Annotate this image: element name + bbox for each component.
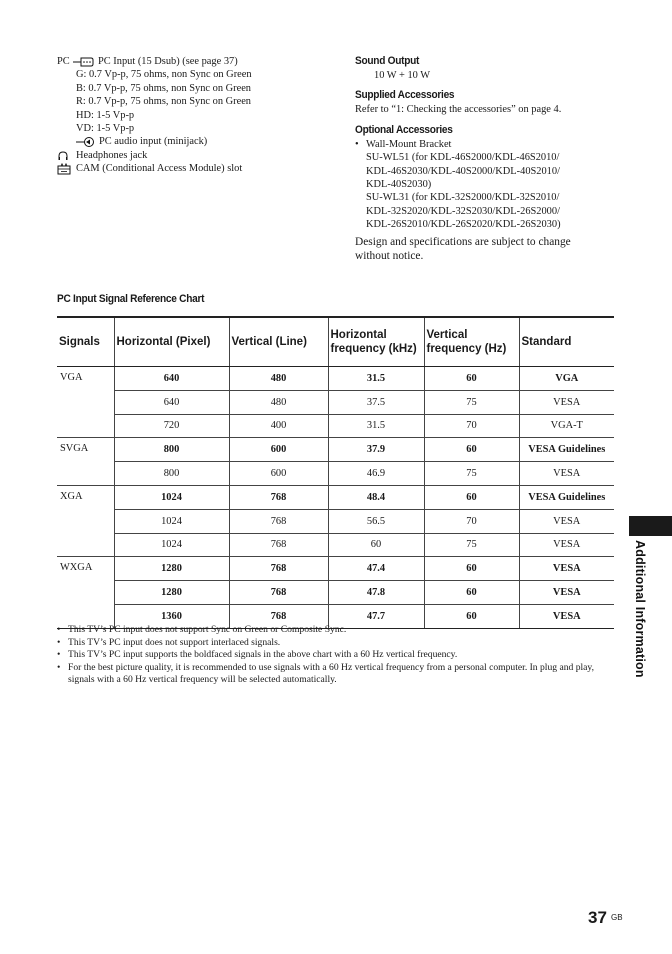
supplied-accessories-heading: Supplied Accessories [355, 89, 455, 102]
table-cell: 48.4 [328, 485, 424, 509]
headphones-text: Headphones jack [76, 149, 148, 161]
table-cell: 768 [229, 533, 328, 557]
table-cell: VESA [519, 581, 614, 605]
audio-input-icon [76, 136, 96, 148]
col-header-signals: Signals [57, 317, 114, 367]
g-spec: G: 0.7 Vp-p, 75 ohms, non Sync on Green [76, 69, 252, 81]
col-header-vertical-line: Vertical (Line) [229, 317, 328, 367]
table-cell: 1024 [114, 533, 229, 557]
page-number: 37 [588, 908, 607, 927]
section-side-label-text: Additional Information [633, 540, 647, 678]
pc-signal-table [57, 316, 614, 629]
table-cell: 768 [229, 485, 328, 509]
table-row [57, 367, 614, 391]
table-cell: 70 [424, 509, 519, 533]
optional-accessories-heading: Optional Accessories [355, 123, 453, 136]
chart-notes [57, 624, 617, 687]
signal-name: SVGA [57, 438, 114, 486]
table-cell: 640 [114, 390, 229, 414]
cam-slot-icon [57, 163, 76, 175]
bullet: • [57, 624, 61, 635]
table-cell: 640 [114, 367, 229, 391]
col-header-vertical-frequency: Vertical frequency (Hz) [424, 317, 519, 367]
section-side-label [626, 540, 646, 680]
optional-accessories-list [355, 138, 615, 232]
list-item [57, 624, 617, 637]
table-cell: 600 [229, 462, 328, 486]
table-cell: 47.8 [328, 581, 424, 605]
note-text: This TV’s PC input does not support Sync on Green or Composite Sync. [68, 624, 347, 635]
table-cell: 1360 [114, 604, 229, 628]
table-cell: 480 [229, 367, 328, 391]
table-cell: 31.5 [328, 414, 424, 438]
bullet: • [57, 649, 61, 661]
table-cell: VESA [519, 390, 614, 414]
table-cell: 46.9 [328, 462, 424, 486]
table-cell: 60 [424, 581, 519, 605]
pc-input-row [57, 55, 347, 68]
col-header-horizontal-pixel: Horizontal (Pixel) [114, 317, 229, 367]
table-cell: 37.5 [328, 390, 424, 414]
page-region-suffix: GB [611, 913, 623, 922]
table-cell: VESA [519, 509, 614, 533]
col-header-standard: Standard [519, 317, 614, 367]
table-row [57, 438, 614, 462]
b-spec: B: 0.7 Vp-p, 75 ohms, non Sync on Green [76, 82, 251, 94]
table-cell: 56.5 [328, 509, 424, 533]
section-tab-marker [629, 516, 672, 536]
optional-line: KDL-40S2030) [366, 179, 432, 191]
bullet: • [355, 138, 359, 150]
bullet: • [57, 661, 61, 673]
note-text: This TV’s PC input does not support interlaced signals. [68, 636, 281, 648]
table-cell: 75 [424, 390, 519, 414]
table-cell: 400 [229, 414, 328, 438]
table-cell: 60 [424, 367, 519, 391]
spec-right-column [355, 55, 615, 264]
col-header-horizontal-frequency: Horizontal frequency (kHz) [328, 317, 424, 367]
table-cell: 600 [229, 438, 328, 462]
note-text: This TV’s PC input supports the boldfaced signals in the above chart with a 60 Hz vertical frequency. [68, 649, 458, 661]
audio-row [57, 135, 347, 148]
table-row [57, 462, 614, 486]
pc-input-text: PC Input (15 Dsub) (see page 37) [98, 56, 238, 67]
signal-name: VGA [57, 367, 114, 438]
headphones-row [57, 149, 347, 162]
table-row [57, 485, 614, 509]
cam-text: CAM (Conditional Access Module) slot [76, 163, 243, 175]
signal-name: WXGA [57, 557, 114, 628]
table-cell: 60 [424, 485, 519, 509]
table-cell: 1024 [114, 485, 229, 509]
table-row [57, 414, 614, 438]
table-row [57, 390, 614, 414]
supplied-accessories-text: Refer to “1: Checking the accessories” on page 4. [355, 104, 562, 116]
bullet: • [57, 636, 61, 648]
list-item [57, 637, 617, 650]
table-cell: 75 [424, 533, 519, 557]
r-spec: R: 0.7 Vp-p, 75 ohms, non Sync on Green [76, 96, 251, 108]
chart-title: PC Input Signal Reference Chart [57, 293, 205, 305]
table-cell: 47.7 [328, 604, 424, 628]
table-cell: 60 [328, 533, 424, 557]
table-cell: 1024 [114, 509, 229, 533]
disclaimer [355, 235, 615, 264]
table-cell: 800 [114, 438, 229, 462]
table-cell: 480 [229, 390, 328, 414]
table-cell: VGA [519, 367, 614, 391]
table-cell: 31.5 [328, 367, 424, 391]
sound-output-heading: Sound Output [355, 55, 420, 67]
pc-label: PC [57, 56, 70, 67]
table-cell: VESA Guidelines [519, 485, 614, 509]
list-item [57, 649, 617, 662]
table-cell: 720 [114, 414, 229, 438]
table-cell: 1280 [114, 581, 229, 605]
optional-line: KDL-32S2020/KDL-32S2030/KDL-26S2000/ [366, 205, 560, 217]
table-cell: 75 [424, 462, 519, 486]
optional-line: Wall-Mount Bracket [366, 138, 452, 150]
table-cell: 800 [114, 462, 229, 486]
hd-spec: HD: 1-5 Vp-p [76, 109, 135, 121]
pc-input-icon [73, 56, 95, 68]
signal-name: XGA [57, 485, 114, 556]
audio-text: PC audio input (minijack) [99, 136, 208, 148]
table-cell: 1280 [114, 557, 229, 581]
table-cell: 70 [424, 414, 519, 438]
table-cell: VESA [519, 557, 614, 581]
list-item [355, 138, 615, 232]
disclaimer-line: Design and specifications are subject to change [355, 235, 571, 248]
table-row [57, 509, 614, 533]
vd-spec: VD: 1-5 Vp-p [76, 123, 135, 135]
list-item [57, 662, 617, 687]
table-cell: VGA-T [519, 414, 614, 438]
table-cell: 60 [424, 604, 519, 628]
table-cell: 60 [424, 557, 519, 581]
table-row [57, 533, 614, 557]
table-cell: 768 [229, 509, 328, 533]
headphones-icon [57, 150, 76, 162]
optional-line: KDL-26S2010/KDL-26S2020/KDL-26S2030) [366, 219, 561, 231]
optional-line: SU-WL31 (for KDL-32S2000/KDL-32S2010/ [366, 192, 560, 204]
table-cell: 768 [229, 557, 328, 581]
table-cell: 60 [424, 438, 519, 462]
note-text: For the best picture quality, it is recommended to use signals with a 60 Hz vertical frequency from a personal computer. In plug and play, signals with a 60 Hz vertical frequency will be selected automatically. [68, 661, 594, 686]
table-cell: 768 [229, 604, 328, 628]
table-cell: VESA [519, 533, 614, 557]
table-cell: VESA Guidelines [519, 438, 614, 462]
table-row [57, 581, 614, 605]
table-header-row [57, 317, 614, 367]
table-cell: 37.9 [328, 438, 424, 462]
table-cell: 47.4 [328, 557, 424, 581]
disclaimer-line: without notice. [355, 250, 424, 263]
table-cell: VESA [519, 462, 614, 486]
table-cell: 768 [229, 581, 328, 605]
table-row [57, 557, 614, 581]
sound-output-value: 10 W + 10 W [374, 70, 431, 81]
table-cell: VESA [519, 604, 614, 628]
pc-connector-specs [57, 55, 347, 176]
optional-line: KDL-46S2030/KDL-40S2000/KDL-40S2010/ [366, 165, 560, 177]
cam-row [57, 162, 347, 175]
optional-line: SU-WL51 (for KDL-46S2000/KDL-46S2010/ [366, 152, 560, 164]
